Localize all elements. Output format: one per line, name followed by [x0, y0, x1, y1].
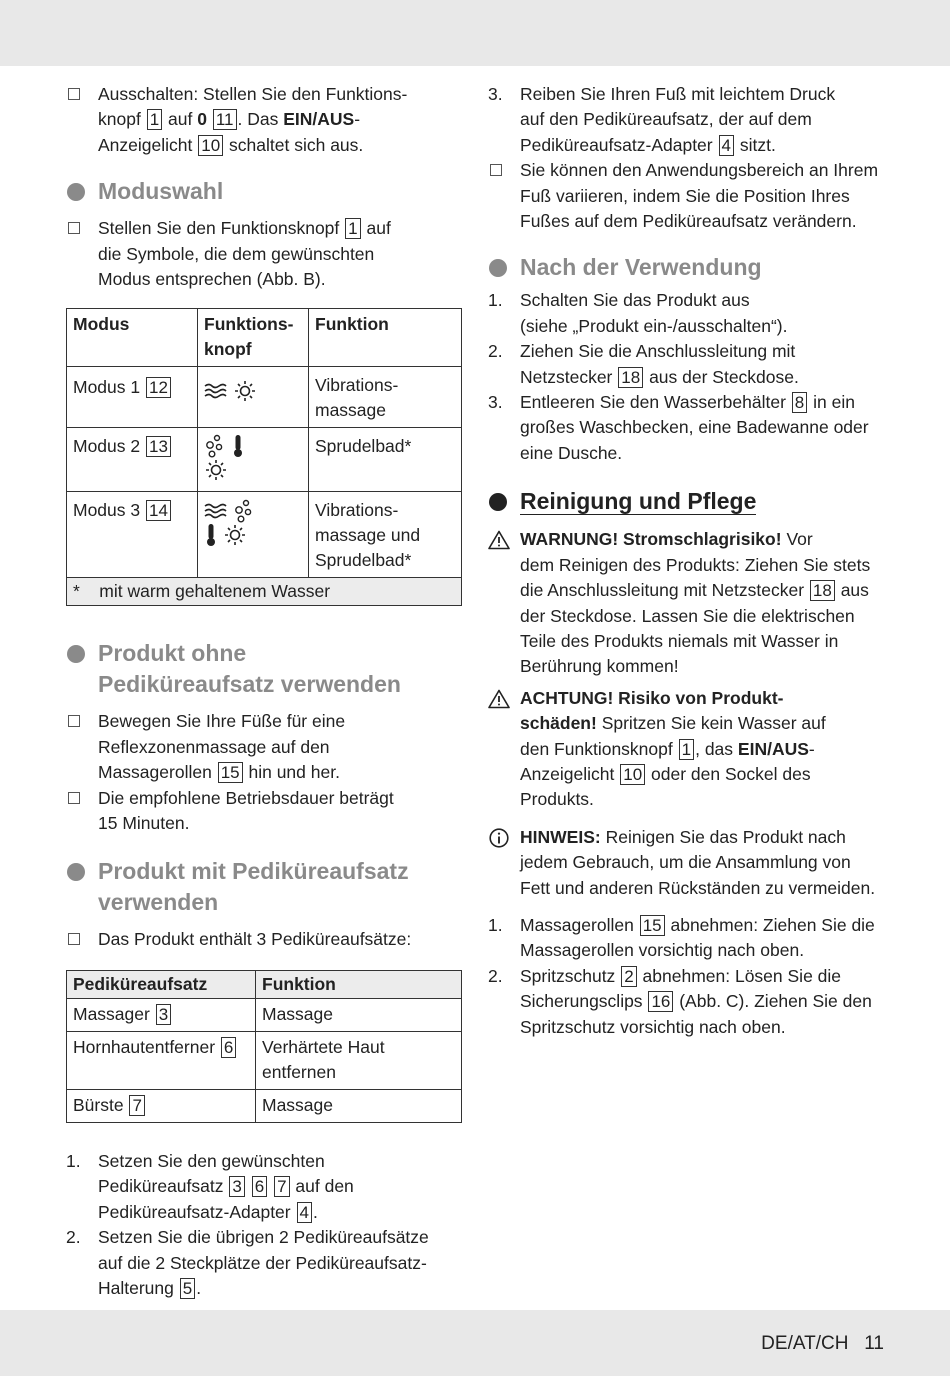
step-item: 3. Reiben Sie Ihren Fuß mit leichtem Druck auf den Pediküreaufsatz, der auf dem Pediküreaufsatz-Adapter 4 sitzt.	[488, 84, 836, 155]
section-dot	[489, 259, 507, 277]
list-item-bewegen: Bewegen Sie Ihre Füße für eine Reflexzonenmassage auf den Massagerollen 15 hin und her.	[66, 709, 462, 785]
warning-notice: WARNUNG! Stromschlagrisiko! Vor dem Reinigen des Produkts: Ziehen Sie stets die Anschlussleitung mit Netzstecker 18 aus der Steckdose. Lassen Sie die elektrischen Teile des Produkts niemals mit Wasser in Berührung kommen!	[488, 527, 888, 679]
list-item-betriebsdauer: Die empfohlene Betriebsdauer beträgt 15 Minuten.	[66, 786, 462, 837]
table-row: Modus 2 13 Sprudelbad*	[67, 428, 462, 492]
ref-number: 4	[297, 1202, 312, 1223]
warning-icon	[488, 689, 510, 709]
info-icon	[488, 828, 510, 848]
page-footer: DE/AT/CH 11	[761, 1333, 884, 1354]
heading-nach-der-verwendung: Nach der Verwendung	[488, 252, 888, 283]
heading-reinigung: Reinigung und Pflege	[488, 486, 888, 517]
checkbox-bullet	[66, 709, 98, 734]
step-item: 1. Schalten Sie das Produkt aus (siehe „Produkt ein-/ausschalten“).	[488, 290, 788, 336]
ref-number: 10	[198, 135, 223, 156]
ref-number: 1	[147, 109, 162, 130]
section-dot	[489, 493, 507, 511]
bubbles-icon	[204, 434, 226, 458]
heading-moduswahl: Moduswahl	[66, 176, 462, 207]
table-row: Bürste 7 Massage	[67, 1089, 462, 1122]
ref-number: 8	[792, 392, 807, 413]
column-header: Pediküreaufsatz	[67, 970, 256, 998]
step-item: 1. Setzen Sie den gewünschten Pediküreaufsatz 3 6 7 auf den Pediküreaufsatz-Adapter 4 .	[66, 1150, 354, 1222]
light-icon	[204, 459, 228, 481]
ref-number: 7	[274, 1176, 289, 1197]
table-header-row	[67, 309, 462, 367]
step-item: 2. Spritzschutz 2 abnehmen: Lösen Sie die Sicherungsclips 16 (Abb. C). Ziehen Sie den Spritzschutz vorsichtig nach oben.	[488, 965, 872, 1037]
ref-number: 10	[620, 764, 645, 785]
ref-number: 6	[221, 1037, 236, 1058]
table-row: Modus 3 14 Vibrations- massage und Sprudelbad*	[67, 492, 462, 578]
checkbox-bullet	[66, 216, 98, 241]
ref-number: 7	[129, 1095, 144, 1116]
ref-number: 1	[345, 218, 360, 239]
ref-number: 11	[213, 109, 237, 130]
info-notice: HINWEIS: Reinigen Sie das Produkt nach jedem Gebrauch, um die Ansammlung von Fett und anderen Rückständen zu vermeiden.	[488, 825, 888, 901]
thermometer-icon	[204, 523, 218, 547]
ref-number: 3	[229, 1176, 244, 1197]
ref-number: 15	[640, 915, 665, 936]
section-dot	[67, 183, 85, 201]
column-header: Funktions- knopf	[198, 309, 309, 367]
left-column	[66, 82, 462, 1301]
section-dot	[67, 863, 85, 881]
ref-number: 13	[146, 436, 171, 457]
ref-number: 4	[719, 135, 734, 156]
table-row: Massager 3 Massage	[67, 998, 462, 1031]
thermometer-icon	[231, 434, 245, 458]
table-row: Hornhautentferner 6 Verhärtete Haut entfernen	[67, 1031, 462, 1089]
column-header: Modus	[67, 309, 198, 367]
ref-number: 3	[156, 1004, 171, 1025]
light-icon	[223, 524, 247, 546]
header-band	[0, 0, 950, 66]
list-item-moduswahl: Stellen Sie den Funktionsknopf 1 auf die Symbole, die dem gewünschten Modus entsprechen (Abb. B).	[66, 216, 462, 292]
heading-produkt-mit: Produkt mit Pediküreaufsatz verwenden	[66, 856, 462, 918]
warning-icon	[488, 530, 510, 550]
ref-number: 1	[679, 739, 694, 760]
ref-number: 14	[146, 500, 171, 521]
table-row: Modus 1 12 Vibrations- massage	[67, 367, 462, 428]
list-item-aufsaetze: Das Produkt enthält 3 Pediküreaufsätze:	[66, 927, 462, 952]
ref-number: 18	[618, 367, 643, 388]
checkbox-bullet	[488, 158, 520, 183]
step-item: 2. Ziehen Sie die Anschlussleitung mit Netzstecker 18 aus der Steckdose.	[488, 341, 799, 387]
step-item: 2. Setzen Sie die übrigen 2 Pediküreaufsätze auf die 2 Steckplätze der Pediküreaufsatz- Halterung 5 .	[66, 1227, 429, 1298]
modus-table	[66, 308, 462, 606]
checkbox-bullet	[66, 786, 98, 811]
bubbles-icon	[233, 499, 255, 523]
ref-number: 16	[648, 991, 673, 1012]
table-header-row	[67, 970, 462, 998]
ref-number: 18	[810, 580, 835, 601]
caution-notice: ACHTUNG! Risiko von Produkt- schäden! Spritzen Sie kein Wasser auf den Funktionsknopf 1 , das EIN/AUS- Anzeigelicht 10 oder den Sockel des Produkts.	[488, 686, 888, 813]
column-header: Funktion	[309, 309, 462, 367]
vibration-icon	[204, 503, 228, 519]
ref-number: 2	[621, 966, 636, 987]
ref-number: 15	[218, 762, 243, 783]
table-footnote-row: * mit warm gehaltenem Wasser	[67, 578, 462, 606]
heading-produkt-ohne: Produkt ohne Pediküreaufsatz verwenden	[66, 638, 462, 700]
light-icon	[233, 380, 257, 402]
aufsatz-table	[66, 970, 462, 1123]
section-dot	[67, 645, 85, 663]
column-header: Funktion	[256, 970, 462, 998]
ref-number: 12	[146, 377, 171, 398]
checkbox-bullet	[66, 82, 98, 107]
right-column	[488, 82, 888, 1040]
step-item: 1. Massagerollen 15 abnehmen: Ziehen Sie die Massagerollen vorsichtig nach oben.	[488, 914, 875, 961]
ref-number: 6	[252, 1176, 267, 1197]
step-item: 3. Entleeren Sie den Wasserbehälter 8 in ein großes Waschbecken, eine Badewanne oder eine Dusche.	[488, 392, 869, 463]
vibration-icon	[204, 383, 228, 399]
list-item-ausschalten: Ausschalten: Stellen Sie den Funktions- knopf 1 auf 0 11 . Das EIN/AUS- Anzeigelicht 10 schaltet sich aus.	[66, 82, 462, 158]
ref-number: 5	[180, 1278, 195, 1299]
checkbox-bullet	[66, 927, 98, 952]
list-item-variieren: Sie können den Anwendungsbereich an Ihrem Fuß variieren, indem Sie die Position Ihres Fußes auf dem Pediküreaufsatz verändern.	[488, 158, 888, 234]
